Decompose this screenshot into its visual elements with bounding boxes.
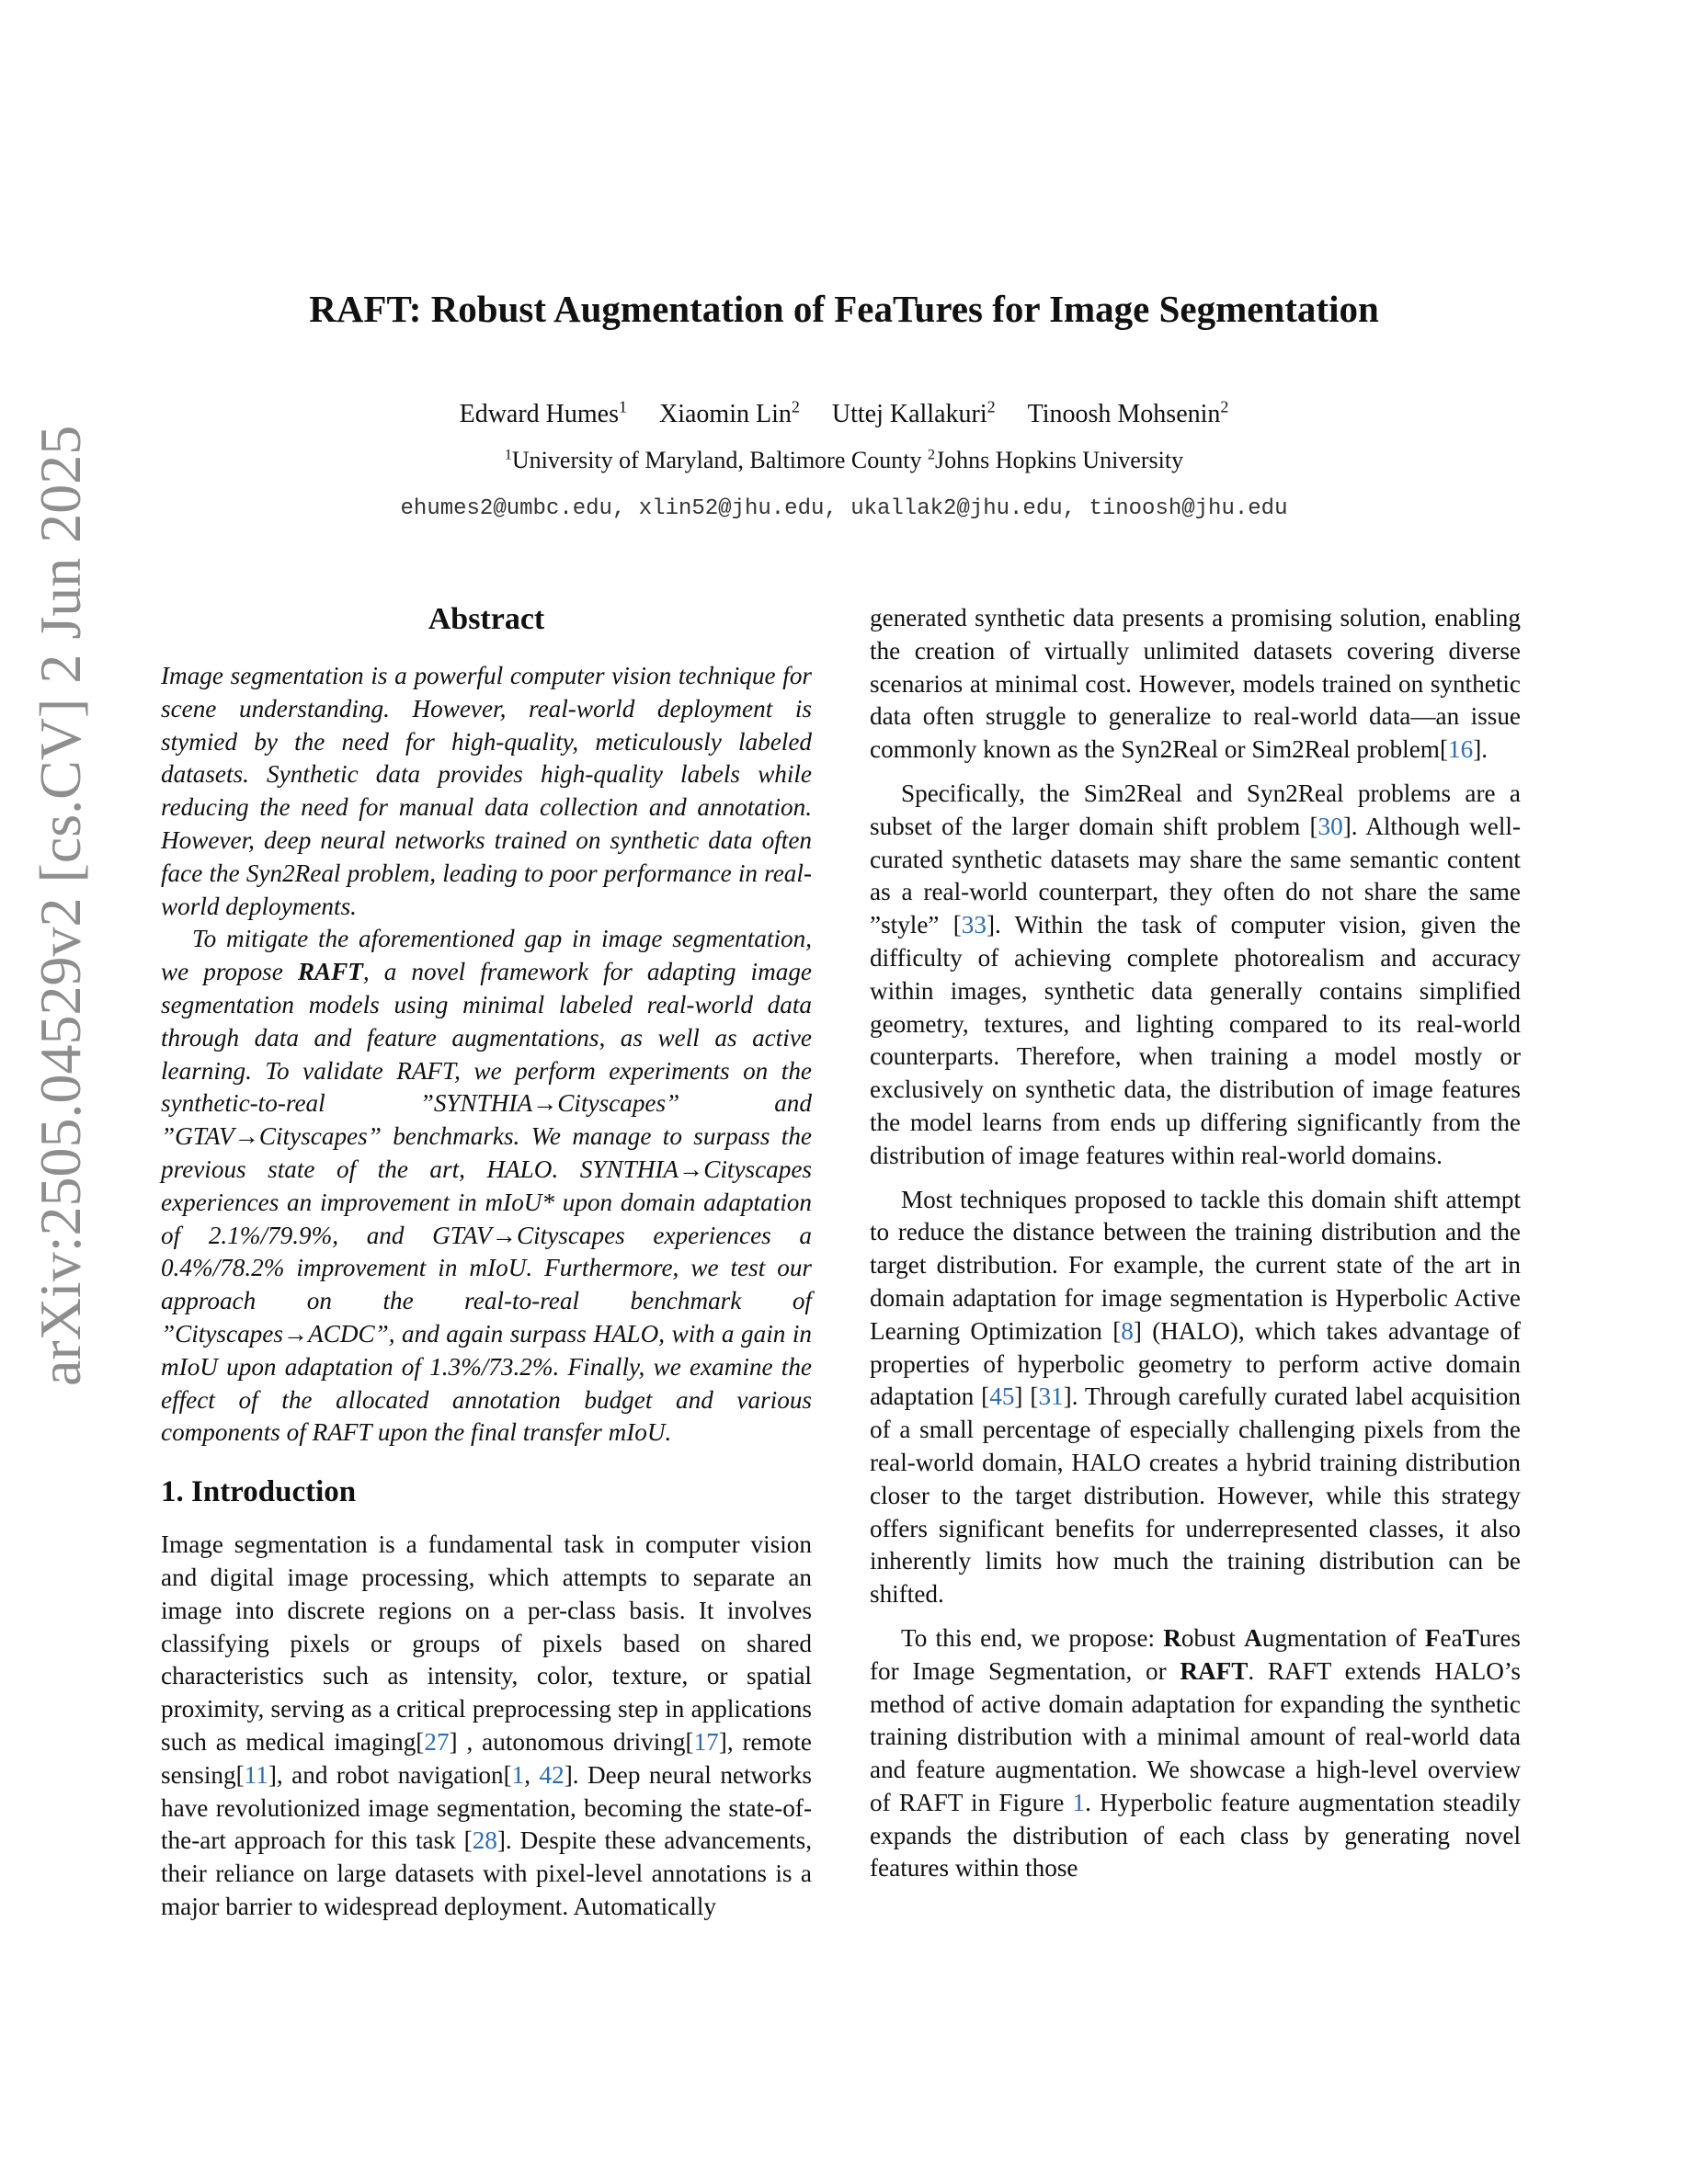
citation-link[interactable]: 28 (472, 1826, 497, 1855)
body-paragraph: To this end, we propose: Robust Augmentation of FeaTures for Image Segmentation, or RAFT. RAFT extends HALO’s method of active domain adaptation for expanding the synthetic training distribution with a minimal amount of real-world data and feature augmentation. We showcase a high-level overview of RAFT in Figure 1. Hyperbolic feature augmentation steadily expands the distribution of each class by generating novel features within those (870, 1623, 1521, 1883)
right-column (870, 602, 1521, 1885)
body-paragraph: Most techniques proposed to tackle this domain shift attempt to reduce the distance between the training distribution and the target distribution. For example, the current state of the art in domain adaptation for image segmentation is Hyperbolic Active Learning Optimization [8] (HALO), which takes advantage of properties of hyperbolic geometry to perform active domain adaptation [45] [31]. Through carefully curated label acquisition of a small percentage of especially challenging pixels from the real-world domain, HALO creates a hybrid training distribution closer to the target distribution. However, while this strategy offers significant benefits for underrepresented classes, it also inherently limits how much the training distribution can be shifted. (870, 1185, 1521, 1609)
abstract-paragraph: To mitigate the aforementioned gap in image segmentation, we propose RAFT, a novel framework for adapting image segmentation models using minimal labeled real-world data through data and feature augmentations, as well as active learning. To validate RAFT, we perform experiments on the synthetic-to-real ”SYNTHIA→Cityscapes” and ”GTAV→Cityscapes” benchmarks. We manage to surpass the previous state of the art, HALO. SYNTHIA→Cityscapes experiences an improvement in mIoU* upon domain adaptation of 2.1%/79.9%, and GTAV→Cityscapes experiences a 0.4%/78.2% improvement in mIoU. Furthermore, we test our approach on the real-to-real benchmark of ”Cityscapes→ACDC”, and again surpass HALO, with a gain in mIoU upon adaptation of 1.3%/73.2%. Finally, we examine the effect of the allocated annotation budget and various components of RAFT upon the final transfer mIoU. (161, 925, 812, 1447)
citation-link[interactable]: 8 (1121, 1316, 1134, 1345)
citation-link[interactable]: 1 (511, 1760, 525, 1789)
author: Xiaomin Lin$^2$ (659, 398, 800, 429)
citation-link[interactable]: 33 (961, 911, 987, 939)
author: Uttej Kallakuri$^2$ (831, 398, 996, 429)
citation-link[interactable]: 31 (1038, 1382, 1064, 1411)
arxiv-stamp: arXiv:2505.04529v2 [cs.CV] 2 Jun 2025 (28, 425, 93, 1386)
abstract-heading: Abstract (428, 602, 545, 636)
citation-link[interactable]: 45 (989, 1382, 1015, 1411)
left-column (161, 601, 812, 1924)
body-paragraph: generated synthetic data presents a promising solution, enabling the creation of virtually unlimited datasets covering diverse scenarios at minimal cost. However, models trained on synthetic data often struggle to generalize to real-world data—an issue commonly known as the Syn2Real or Sim2Real problem[16]. (870, 604, 1521, 764)
author-emails: ehumes2@umbc.edu, xlin52@jhu.edu, ukallak2@jhu.edu, tinoosh@jhu.edu (400, 496, 1288, 521)
author: Edward Humes$^1$ (459, 398, 627, 429)
author-list (0, 398, 1688, 429)
abstract-paragraph: Image segmentation is a powerful computer vision technique for scene understanding. However, real-world deployment is stymied by the need for high-quality, meticulously labeled datasets. Synthetic data provides high-quality labels while reducing the need for manual data collection and annotation. However, deep neural networks trained on synthetic data often face the Syn2Real problem, leading to poor performance in real-world deployments. (161, 662, 812, 920)
paper-title: RAFT: Robust Augmentation of FeaTures for Image Segmentation (309, 288, 1379, 330)
affiliations: $^1$University of Maryland, Baltimore County $^2$Johns Hopkins University (504, 447, 1184, 473)
body-paragraph: Specifically, the Sim2Real and Syn2Real problems are a subset of the larger domain shift problem [30]. Although well-curated synthetic datasets may share the same semantic content as a real-world counterpart, they often do not share the same ”style” [33]. Within the task of computer vision, given the difficulty of achieving complete photorealism and accuracy within images, synthetic data generally contains simplified geometry, textures, and lighting compared to its real-world counterparts. Therefore, when training a model mostly or exclusively on synthetic data, the distribution of image features the model learns from ends up differing significantly from the distribution of image features within real-world domains. (870, 779, 1521, 1169)
citation-link[interactable]: 42 (539, 1760, 565, 1789)
abstract (161, 601, 812, 1450)
citation-link[interactable]: 27 (424, 1727, 450, 1756)
citation-link[interactable]: 17 (693, 1727, 719, 1756)
citation-link[interactable]: 16 (1448, 735, 1474, 764)
citation-link[interactable]: 30 (1317, 812, 1343, 840)
author: Tinoosh Mohsenin$^2$ (1027, 398, 1229, 429)
body-paragraph: Image segmentation is a fundamental task in computer vision and digital image processing, which attempts to separate an image into discrete regions on a per-class basis. It involves classifying pixels or groups of pixels based on shared characteristics such as intensity, color, texture, or spatial proximity, serving as a critical preprocessing step in applications such as medical imaging[27] , autonomous driving[17], remote sensing[11], and robot navigation[1, 42]. Deep neural networks have revolutionized image segmentation, becoming the state-of-the-art approach for this task [28]. Despite these advancements, their reliance on large datasets with pixel-level annotations is a major barrier to widespread deployment. Automatically (161, 1530, 813, 1920)
section-heading: 1. Introduction (161, 1475, 357, 1509)
citation-link[interactable]: 11 (244, 1760, 268, 1789)
figure-link[interactable]: 1 (1072, 1788, 1086, 1816)
